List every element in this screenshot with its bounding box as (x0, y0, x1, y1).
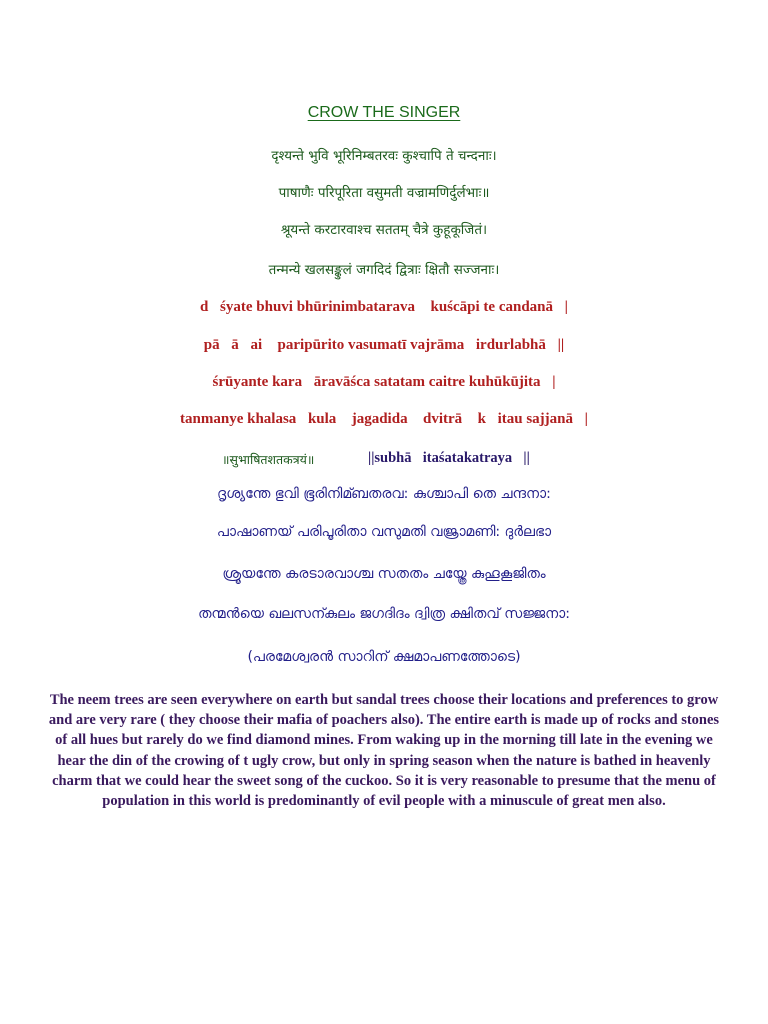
transliteration-line-3: śrūyante kara āravāśca satatam caitre kuhūkūjita | (212, 374, 556, 390)
colophon-devanagari: ॥सुभाषितशतकत्रयं॥ (222, 452, 315, 467)
malayalam-note: (പരമേശ്വരൻ സാറിന് ക്ഷമാപണത്തോടെ) (247, 649, 521, 665)
page-title: CROW THE SINGER (307, 104, 461, 121)
english-translation-paragraph: The neem trees are seen everywhere on earth but sandal trees choose their locations and preferences to grow and are very rare ( they choose their mafia of poachers also). The entire earth is made up of rocks and stones of all hues but rarely do we find diamond mines. From waking up in the morning till late in the evening we hear the din of the crowing of t ugly crow, but only in spring season when the nature is bathed in heavenly charm that we could hear the sweet song of the cuckoo. So it is very reasonable to presume that the menu of population in this world is predominantly of evil people with a minuscule of great men also. (48, 692, 720, 810)
devanagari-line-2: पाषाणैः परिपूरिता वसुमती वज्रामणिर्दुर्लभाः॥ (278, 185, 490, 201)
transliteration-line-4: tanmanye khalasa kula  jagadida  dvitrā  k itau sajjanā | (180, 411, 588, 427)
devanagari-line-3: श्रूयन्ते करटारवाश्च सततम् चैत्रे कुहूकूजितं। (280, 222, 488, 238)
malayalam-line-3: ശ്രൂയന്തേ കരടാരവാശ്ച സതതം ചയ്ത്രേ കുഹൂകൂജിതം (222, 566, 546, 582)
malayalam-line-1: ദൃശ്യന്തേ ഭുവി ഭൂരിനിമ്ബതരവ: കുശ്ചാപി തെ ചന്ദനാ: (217, 486, 551, 502)
transliteration-line-2: pā ā ai  paripūrito vasumatī vajrāma irdurlabhā || (203, 337, 565, 353)
malayalam-line-2: പാഷാണയ് പരിപൂരിതാ വസുമതി വജ്രാമണി: ദുർലഭാ (216, 524, 552, 540)
malayalam-line-4: തന്മൻയെ ഖലസന്കുലം ജഗദിദം ദ്വിത്ര ക്ഷിതവ് സജ്ജനാ: (198, 606, 570, 622)
devanagari-line-1: दृश्यन्ते भुवि भूरिनिम्बतरवः कुश्चापि ते चन्दनाः। (271, 148, 497, 164)
transliteration-line-1: d śyate bhuvi bhūrinimbatarava  kuścāpi te candanā | (200, 299, 568, 315)
devanagari-line-4: तन्मन्ये खलसङ्कुलं जगदिदं द्वित्राः क्षितौ सज्जनाः। (268, 262, 500, 278)
colophon-transliteration: ||subhā itaśatakatraya || (368, 450, 530, 466)
